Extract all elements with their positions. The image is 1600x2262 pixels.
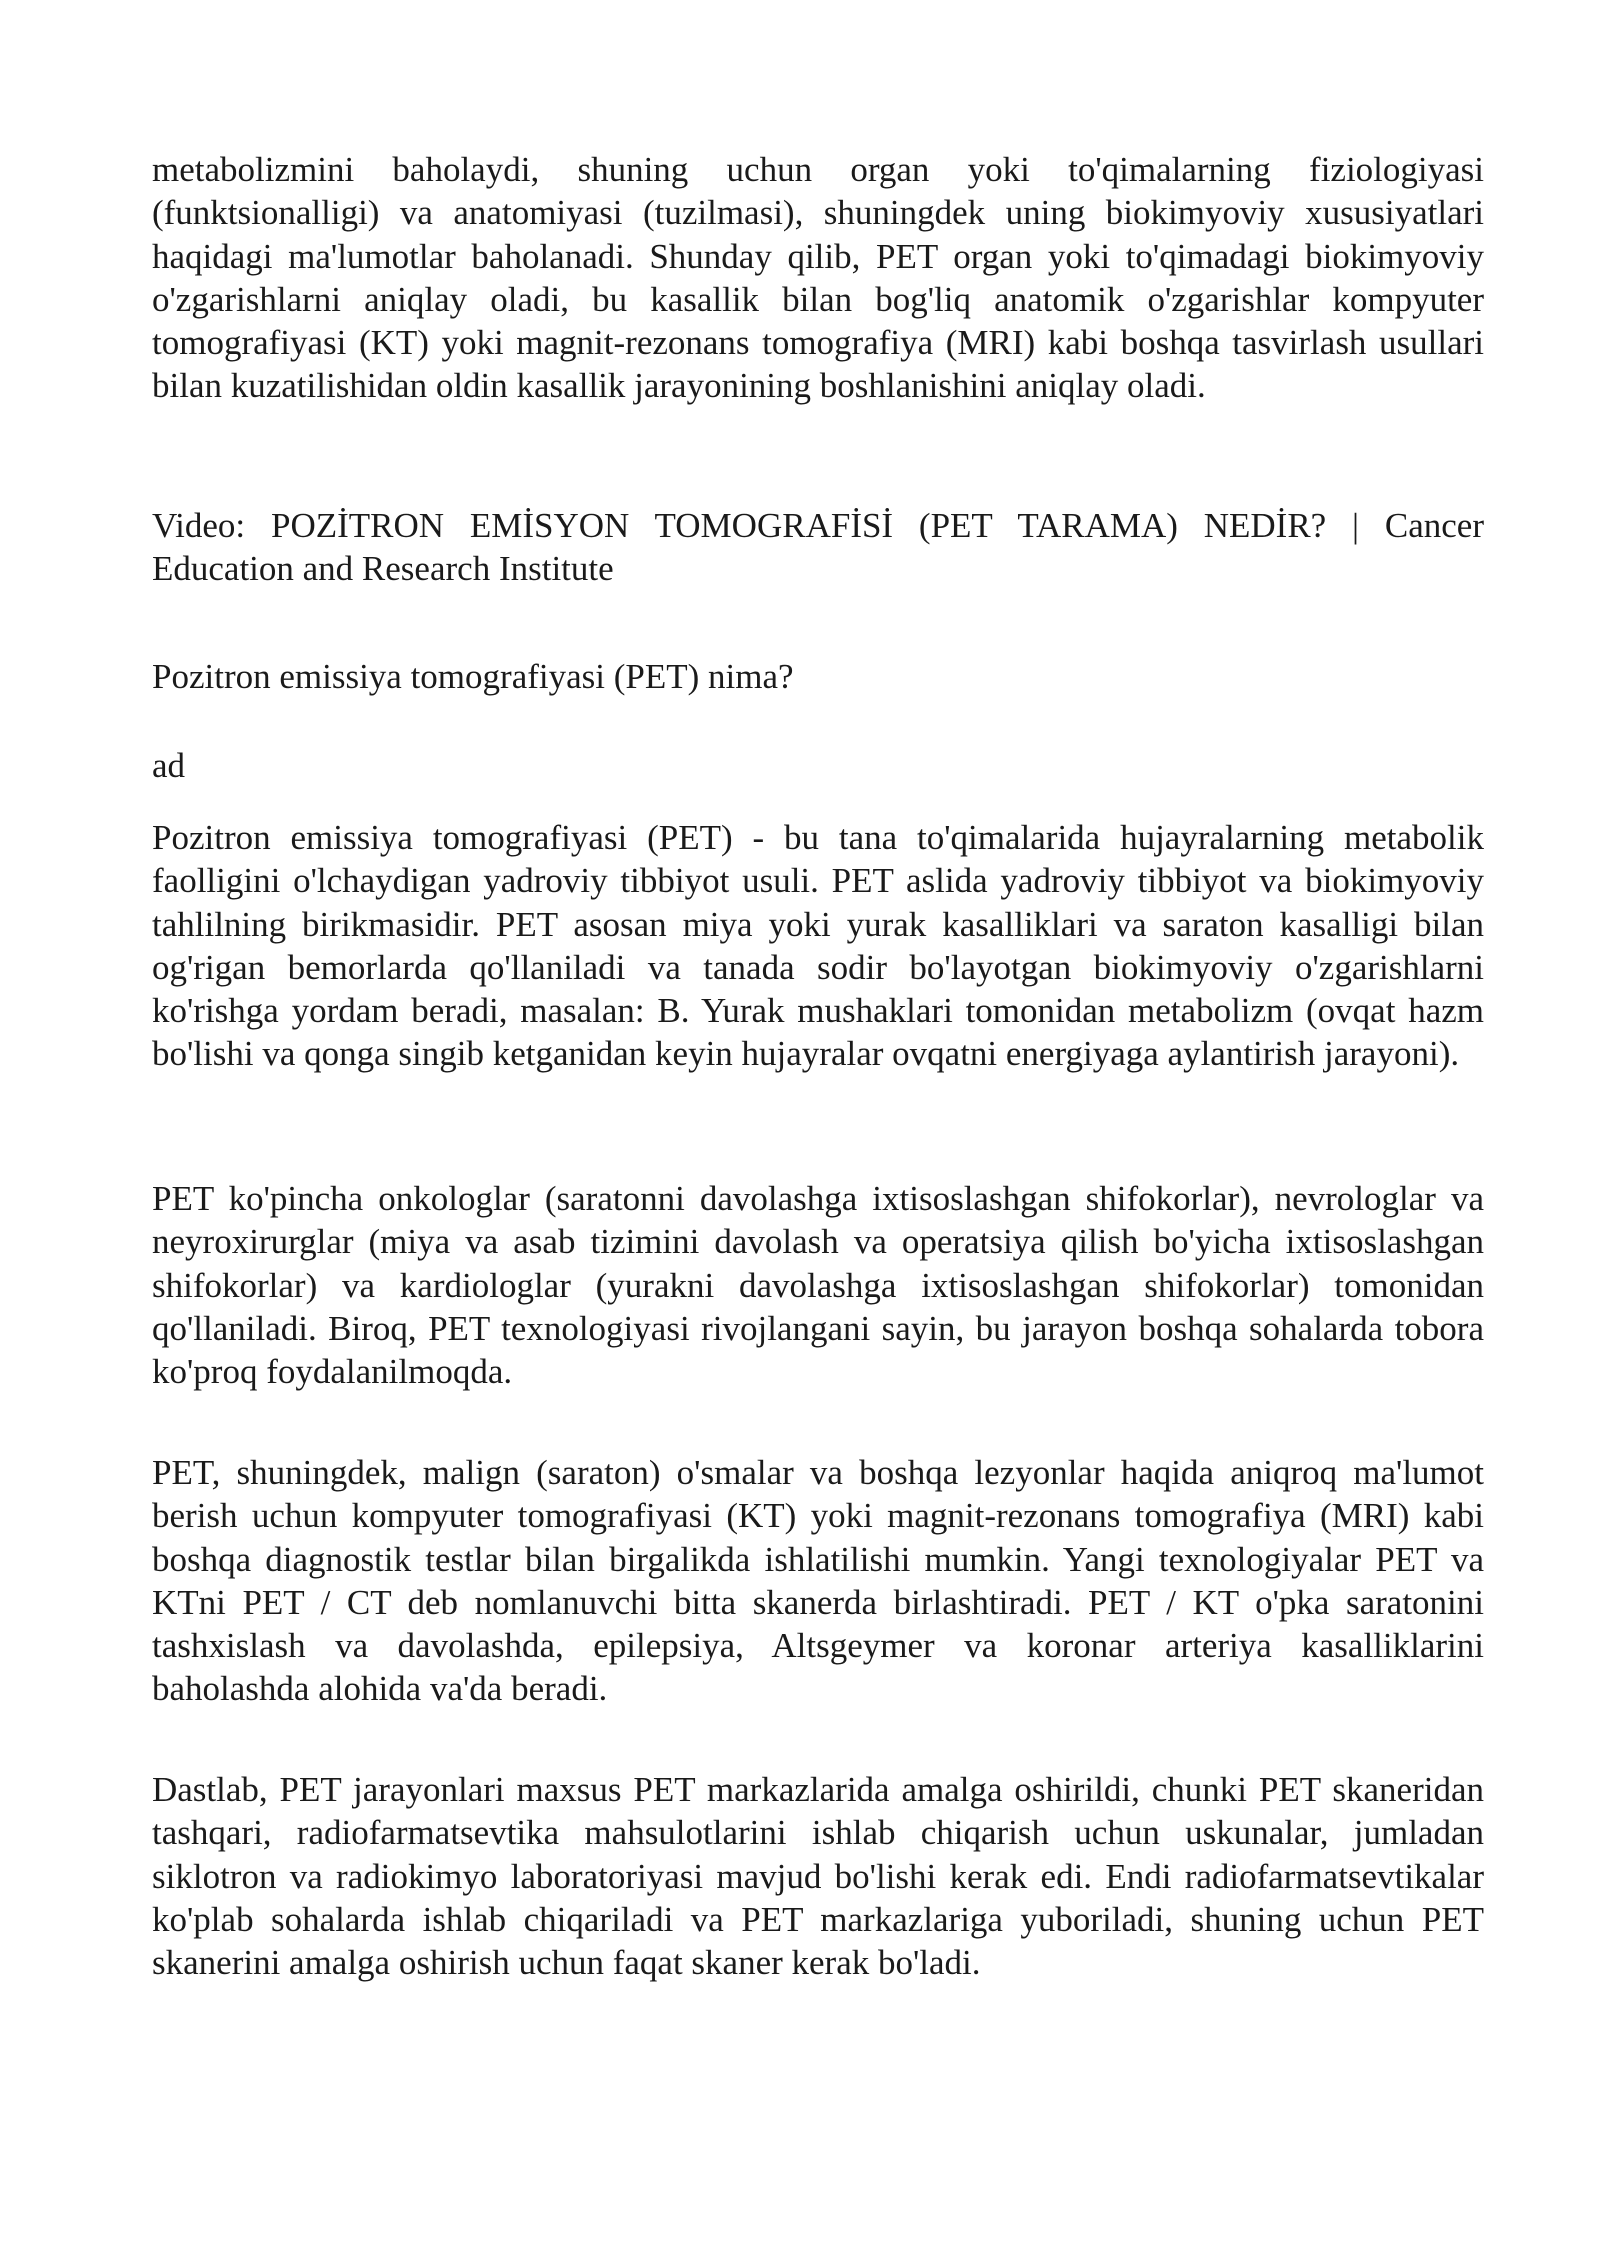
ad-label: ad — [152, 746, 186, 785]
section-heading: Pozitron emissiya tomografiyasi (PET) nima? — [152, 657, 794, 696]
paragraph-specialists: PET ko'pincha onkologlar (saratonni davolashga ixtisoslashgan shifokorlar), nevrologlar va neyroxirurglar (miya va asab tizimini davolash va operatsiya qilish bo'yicha ixtisoslashgan shifokorlar) va kardiologlar (yurakni davolashga ixtisoslashgan shifokorlar) tomonidan qo'llaniladi. Biroq, PET texnologiyasi rivojlangani sayin, bu jarayon boshqa sohalarda tobora ko'proq foydalanilmoqda. — [152, 1179, 1484, 1392]
paragraph-combined: PET, shuningdek, malign (saraton) o'smalar va boshqa lezyonlar haqida aniqroq ma'lumot berish uchun kompyuter tomografiyasi (KT) yoki magnit-rezonans tomografiya (MRI) kabi boshqa diagnostik testlar bilan birgalikda ishlatilishi mumkin. Yangi texnologiyalar PET va KTni PET / CT deb nomlanuvchi bitta skanerda birlashtiradi. PET / KT o'pka saratonini tashxislash va davolashda, epilepsiya, Altsgeymer va koronar arteriya kasalliklarini baholashda alohida va'da beradi. — [152, 1453, 1484, 1709]
paragraph-history: Dastlab, PET jarayonlari maxsus PET markazlarida amalga oshirildi, chunki PET skaneridan tashqari, radiofarmatsevtika mahsulotlarini ishlab chiqarish uchun uskunalar, jumladan siklotron va radiokimyo laboratoriyasi mavjud bo'lishi kerak edi. Endi radiofarmatsevtikalar ko'plab sohalarda ishlab chiqariladi va PET markazlariga yuboriladi, shuning uchun PET skanerini amalga oshirish uchun faqat skaner kerak bo'ladi. — [152, 1770, 1484, 1983]
paragraph-definition: Pozitron emissiya tomografiyasi (PET) - bu tana to'qimalarida hujayralarning metabolik faolligini o'lchaydigan yadroviy tibbiyot usuli. PET aslida yadroviy tibbiyot va biokimyoviy tahlilning birikmasidir. PET asosan miya yoki yurak kasalliklari va saraton kasalligi bilan og'rigan bemorlarda qo'llaniladi va tanada sodir bo'layotgan biokimyoviy o'zgarishlarni ko'rishga yordam beradi, masalan: B. Yurak mushaklari tomonidan metabolizm (ovqat hazm bo'lishi va qonga singib ketganidan keyin hujayralar ovqatni energiyaga aylantirish jarayoni). — [152, 818, 1484, 1074]
video-title[interactable]: Video: POZİTRON EMİSYON TOMOGRAFİSİ (PET TARAMA) NEDİR? | Cancer Education and Research Institute — [152, 506, 1484, 589]
paragraph-intro-continued: metabolizmini baholaydi, shuning uchun organ yoki to'qimalarning fiziologiyasi (funktsionalligi) va anatomiyasi (tuzilmasi), shuningdek uning biokimyoviy xususiyatlari haqidagi ma'lumotlar baholanadi. Shunday qilib, PET organ yoki to'qimadagi biokimyoviy o'zgarishlarni aniqlay oladi, bu kasallik bilan bog'liq anatomik o'zgarishlar kompyuter tomografiyasi (KT) yoki magnit-rezonans tomografiya (MRI) kabi boshqa tasvirlash usullari bilan kuzatilishidan oldin kasallik jarayonining boshlanishini aniqlay oladi. — [152, 150, 1484, 406]
